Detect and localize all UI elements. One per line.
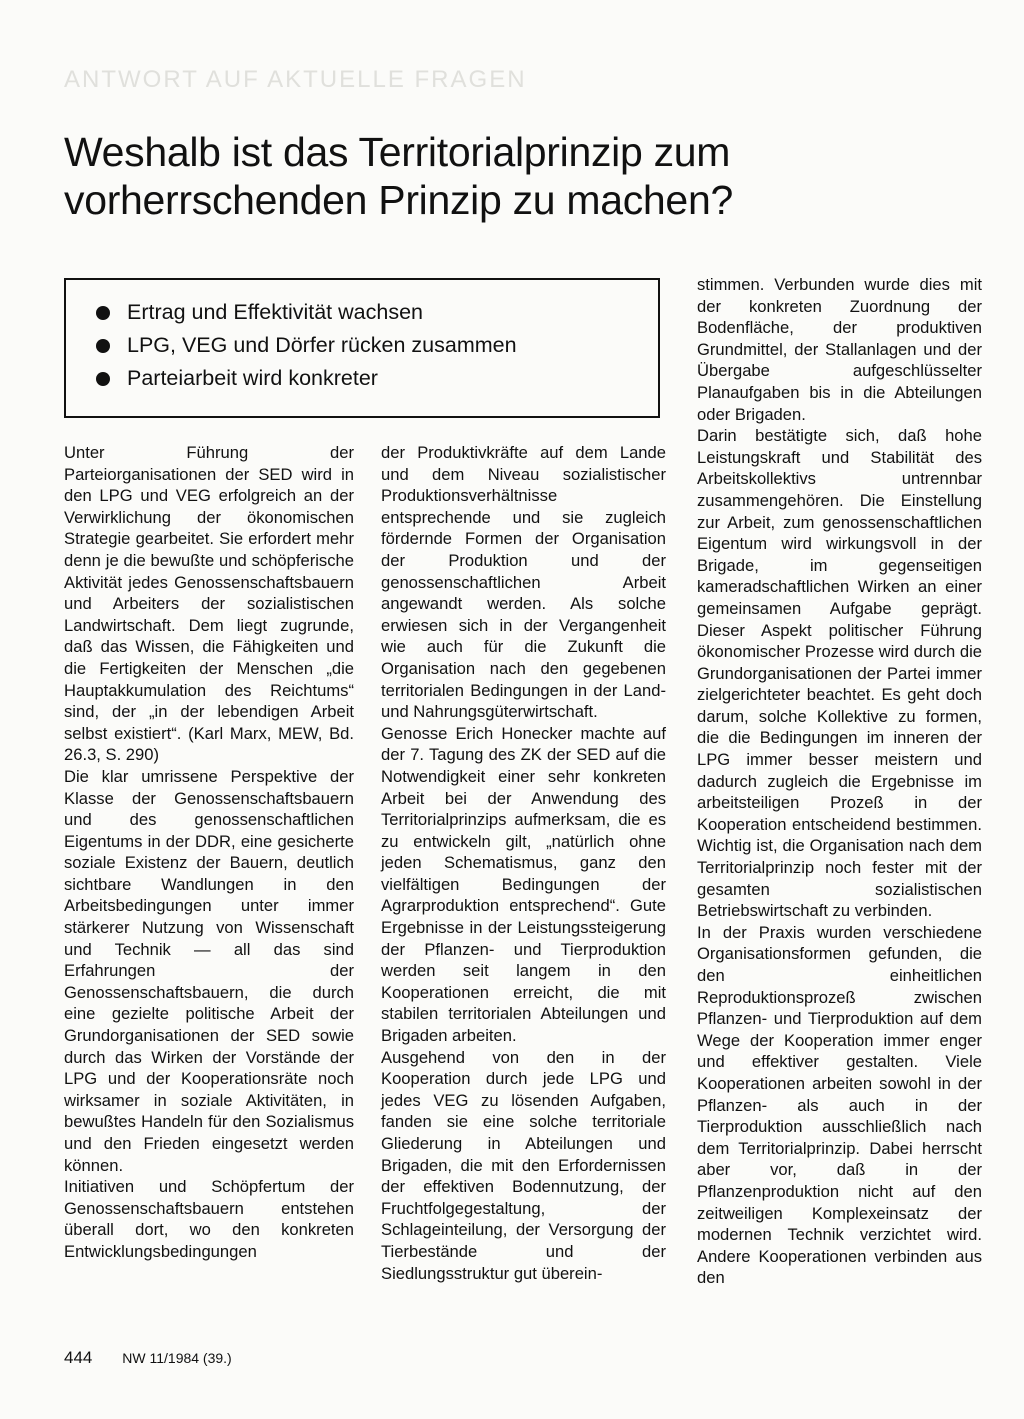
paragraph: stimmen. Verbunden wurde dies mit der konkreten Zuordnung der Bodenfläche, der produktiven Grundmittel, der Stallanlagen und der Übergabe aufgeschlüsselter Planaufgaben bis in die Abteilungen oder Brigaden. — [697, 275, 982, 424]
paragraph: Unter Führung der Parteiorganisationen der SED wird in den LPG und VEG erfolgreich an der Verwirklichung der ökonomischen Strategie gearbeitet. Sie erfordert mehr denn je die bewußte und schöpferische Aktivität jedes Genossenschaftsbauern und Arbeiters der sozialistischen Landwirtschaft. Dem liegt zugrunde, daß das Wissen, die Fähigkeiten und die Fertigkeiten der Menschen „die Hauptakkumulation des Reichtums“ sind, der „in der lebendigen Arbeit selbst existiert“. (Karl Marx, MEW, Bd. 26.3, S. 290) — [64, 443, 354, 765]
summary-item — [96, 329, 658, 362]
paragraph: In der Praxis wurden verschiedene Organisationsformen gefunden, die den einheitlichen Reproduktionsprozeß zwischen Pflanzen- und Tierproduktion auf dem Wege der Kooperation immer enger und effektiver gestalten. Viele Kooperationen arbeiten sowohl in der Pflanzen- als auch in der Tierproduktion ausschließlich nach dem Territorialprinzip. Dabei herrscht aber vor, daß in der Pflanzenproduktion nicht auf den zeitweiligen Komplexeinsatz der modernen Technik verzichtet wird. Andere Kooperationen verbinden aus den — [697, 922, 982, 1288]
paragraph: Darin bestätigte sich, daß hohe Leistungskraft und Stabilität des Arbeitskollektivs untrennbar zusammengehören. Die Einstellung zur Arbeit, zum genossenschaftlichen Eigentum wird wirkungsvoll in der Brigade, im gegenseitigen kameradschaftlichen Wirken an einer gemeinsamen Aufgabe geprägt. Dieser Aspekt politischer Führung ökonomischer Prozesse wird durch die Grundorganisationen der Partei immer zielgerichteter beachtet. Es geht doch darum, solche Kollektive zu formen, die die Bedingungen im inneren der LPG immer besser meistern und dadurch zugleich die Ergebnisse im arbeitsteiligen Prozeß in der Kooperation entscheidend bestimmen. Wichtig ist, die Organisation nach dem Territorialprinzip noch fester mit der gesamten sozialistischen Betriebswirtschaft zu verbinden. — [697, 426, 982, 921]
paragraph: Genosse Erich Honecker machte auf der 7. Tagung des ZK der SED auf die Notwendigkeit einer sehr konkreten Arbeit bei der Anwendung des Territorialprinzips aufmerksam, die es zu entwickeln gilt, „natürlich ohne jeden Schematismus, ganz den vielfältigen Bedingungen der Agrarproduktion entsprechend“. Gute Ergebnisse in der Leistungssteigerung der Pflanzen- und Tierproduktion werden seit langem in den Kooperationen erreicht, die mit stabilen territorialen Abteilungen und Brigaden arbeiten. — [381, 723, 666, 1046]
summary-item — [96, 296, 658, 329]
summary-item-text: LPG, VEG und Dörfer rücken zusammen — [127, 333, 517, 357]
article-column-3 — [697, 274, 982, 1289]
article-column-1 — [64, 442, 354, 1263]
paragraph: Initiativen und Schöpfertum der Genossenschaftsbauern entstehen überall dort, wo den konkreten Entwicklungsbedingungen — [64, 1177, 354, 1261]
summary-item-text: Parteiarbeit wird konkreter — [127, 366, 378, 390]
paragraph: Ausgehend von den in der Kooperation durch jede LPG und jedes VEG zu lösenden Aufgaben, fanden sie eine solche territoriale Gliederung in Abteilungen und Brigaden, die mit den Erfordernissen der effektiven Bodennutzung, der Fruchtfolgegestaltung, der Schlageinteilung, der Versorgung der Tierbestände und der Siedlungsstruktur gut überein- — [381, 1047, 666, 1283]
summary-item-text: Ertrag und Effektivität wachsen — [127, 300, 423, 324]
bullet-icon — [96, 306, 110, 320]
article-title: Weshalb ist das Territorialprinzip zum vorherrschenden Prinzip zu machen? — [64, 129, 733, 223]
page-number: 444 — [64, 1348, 93, 1367]
paragraph: der Produktivkräfte auf dem Lande und dem Niveau sozialistischer Produktionsverhältnisse entsprechende und sie zugleich fördernde Formen der Organisation der Produktion und der genossenschaftlichen Arbeit angewandt werden. Als solche erwiesen sich in der Vergangenheit wie auch für die Zukunft die Organisation nach den gegebenen territorialen Bedingungen in der Land- und Nahrungsgüterwirtschaft. — [381, 443, 666, 722]
article-column-2 — [381, 442, 666, 1284]
page-footer — [64, 1348, 232, 1368]
bullet-icon — [96, 339, 110, 353]
summary-box — [64, 278, 660, 418]
bullet-icon — [96, 372, 110, 386]
section-kicker: ANTWORT AUF AKTUELLE FRAGEN — [64, 66, 527, 93]
paragraph: Die klar umrissene Perspektive der Klasse der Genossenschaftsbauern und des genossenschaftlichen Eigentums in der DDR, eine gesicherte soziale Existenz der Bauern, deutlich sichtbare Wandlungen in den Arbeitsbedingungen unter immer stärkerer Nutzung von Wissenschaft und Technik — all das sind Erfahrungen der Genossenschaftsbauern, die durch eine gezielte politische Arbeit der Grundorganisationen der SED sowie durch das Wirken der Vorstände der LPG und der Kooperationsräte noch wirksamer in soziale Aktivitäten, in bewußtes Handeln für den Sozialismus und den Frieden eingesetzt werden können. — [64, 766, 354, 1175]
issue-reference: NW 11/1984 (39.) — [122, 1350, 232, 1366]
summary-item — [96, 362, 658, 395]
